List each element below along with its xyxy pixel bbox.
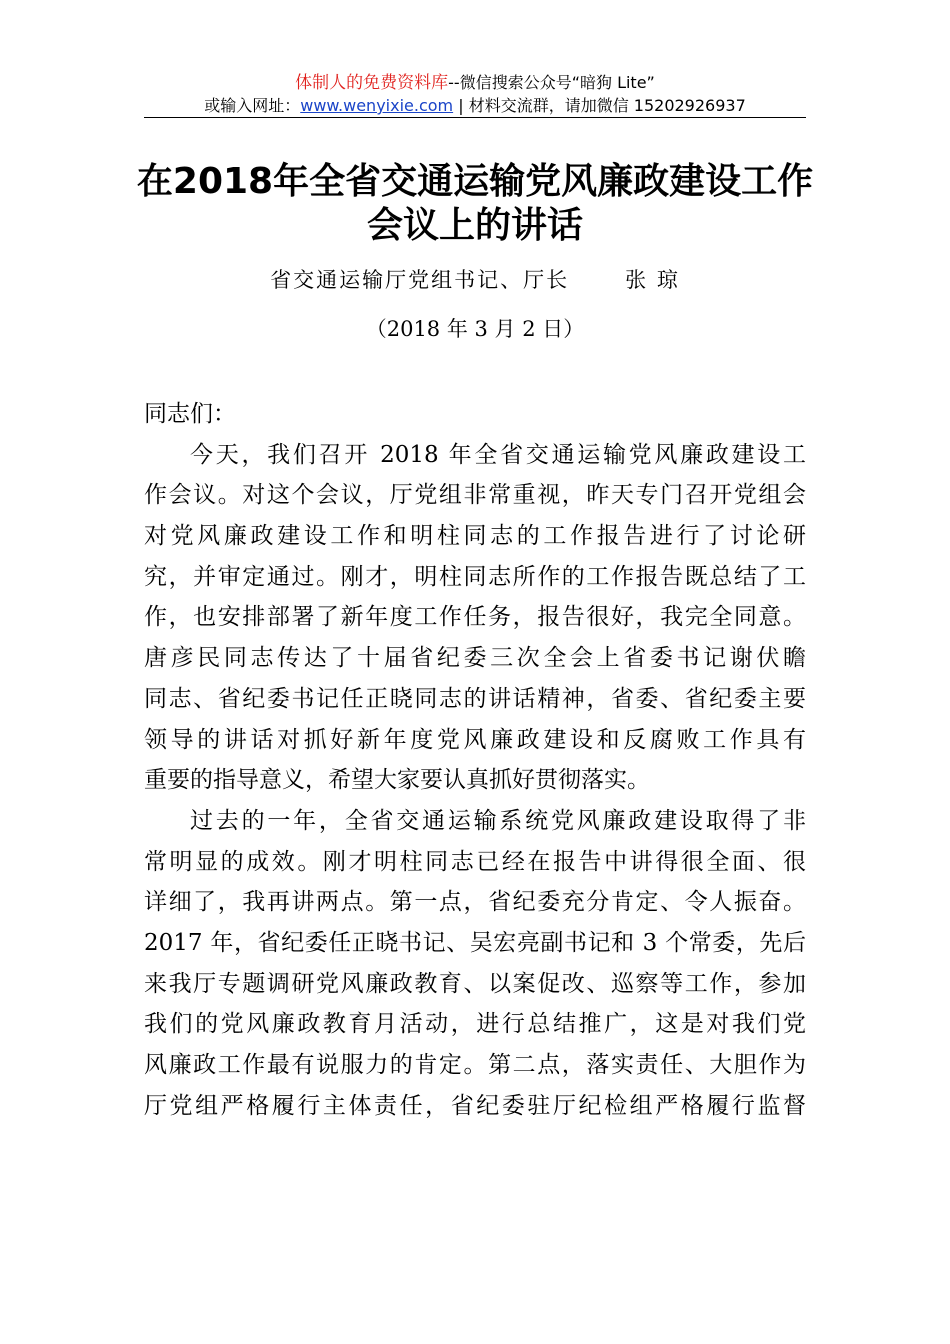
title-line-2: 会议上的讲话 bbox=[366, 205, 583, 246]
speech-body bbox=[144, 394, 806, 1126]
body-line: 来我厅专题调研党风廉政教育、以案促改、巡察等工作，参加 bbox=[144, 970, 806, 997]
greeting: 同志们： bbox=[144, 401, 236, 427]
header-url-link[interactable]: www.wenyixie.com bbox=[300, 96, 454, 115]
author-line bbox=[144, 264, 806, 294]
body-line: 详细了，我再讲两点。第一点，省纪委充分肯定、令人振奋。 bbox=[144, 889, 806, 916]
body-line: 作，也安排部署了新年度工作任务，报告很好，我完全同意。 bbox=[144, 604, 806, 631]
body-line: 风廉政工作最有说服力的肯定。第二点，落实责任、大胆作为 bbox=[144, 1052, 806, 1078]
body-line: 今天，我们召开 2018 年全省交通运输党风廉政建设工 bbox=[190, 441, 806, 468]
author-name: 张 琼 bbox=[625, 268, 680, 292]
header-url-prefix: 或输入网址： bbox=[204, 96, 301, 115]
header-wechat-note: --微信搜索公众号“暗狗 Lite” bbox=[448, 73, 655, 92]
body-line: 厅党组严格履行主体责任，省纪委驻厅纪检组严格履行监督 bbox=[144, 1092, 806, 1119]
body-line: 我们的党风廉政教育月活动，进行总结推广，这是对我们党 bbox=[144, 1011, 806, 1038]
title-line-1: 在2018年全省交通运输党风廉政建设工作 bbox=[136, 161, 814, 202]
body-line: 重要的指导意义，希望大家要认真抓好贯彻落实。 bbox=[144, 767, 650, 794]
body-line: 领导的讲话对抓好新年度党风廉政建设和反腐败工作具有 bbox=[144, 726, 806, 753]
document-title bbox=[120, 160, 830, 248]
header-separator: | bbox=[453, 96, 469, 115]
header-promo-line bbox=[144, 68, 806, 93]
header-contact: 材料交流群，请加微信 15202926937 bbox=[468, 96, 746, 115]
speech-date: （2018 年 3 月 2 日） bbox=[365, 317, 585, 341]
body-line: 过去的一年，全省交通运输系统党风廉政建设取得了非 bbox=[190, 807, 806, 834]
body-line: 唐彦民同志传达了十届省纪委三次全会上省委书记谢伏瞻 bbox=[144, 645, 806, 672]
body-line: 2017 年，省纪委任正晓书记、吴宏亮副书记和 3 个常委，先后 bbox=[144, 929, 806, 956]
body-line: 究，并审定通过。刚才，明柱同志所作的工作报告既总结了工 bbox=[144, 563, 806, 590]
header-contact-line bbox=[144, 93, 806, 116]
author-position: 省交通运输厅党组书记、厅长 bbox=[270, 268, 570, 292]
body-line: 同志、省纪委书记任正晓同志的讲话精神，省委、省纪委主要 bbox=[144, 685, 806, 712]
body-line: 常明显的成效。刚才明柱同志已经在报告中讲得很全面、很 bbox=[144, 848, 806, 875]
header-brand: 体制人的免费资料库 bbox=[295, 73, 449, 93]
body-line: 作会议。对这个会议，厅党组非常重视，昨天专门召开党组会 bbox=[144, 482, 806, 509]
header-divider bbox=[144, 117, 806, 118]
body-line: 对党风廉政建设工作和明柱同志的工作报告进行了讨论研 bbox=[144, 523, 806, 550]
